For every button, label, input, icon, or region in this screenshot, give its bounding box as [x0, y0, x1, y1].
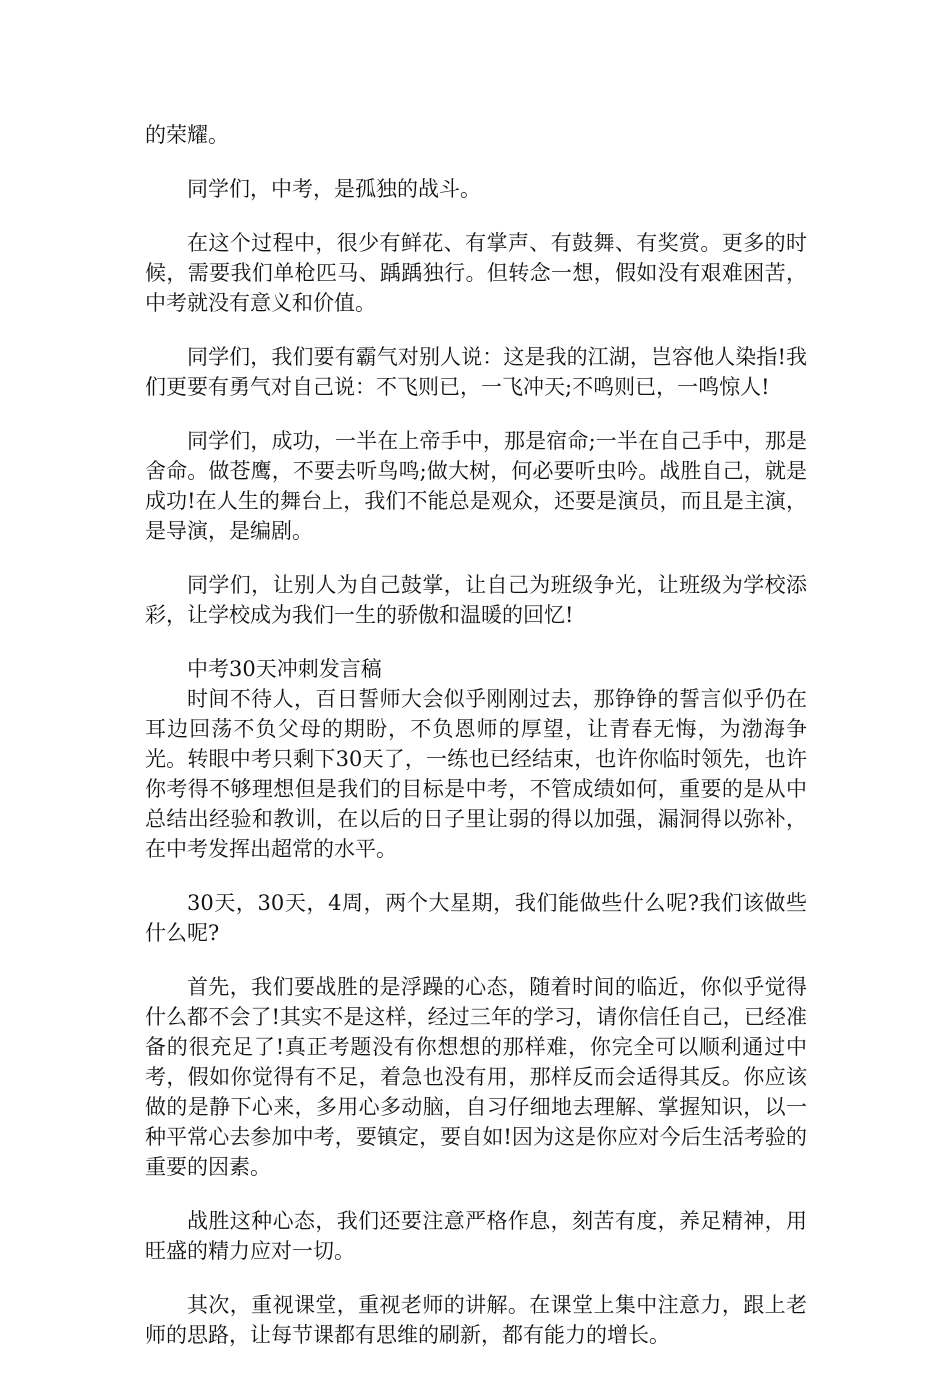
paragraph-process: 在这个过程中，很少有鲜花、有掌声、有鼓舞、有奖赏。更多的时候，需要我们单枪匹马、踽踽独行。但转念一想，假如没有艰难困苦，中考就没有意义和价值。	[145, 231, 807, 315]
paragraph-second: 其次，重视课堂，重视老师的讲解。在课堂上集中注意力，跟上老师的思路，让每节课都有思维的刷新，都有能力的增长。	[145, 1293, 807, 1347]
section-heading: 中考30天冲刺发言稿	[187, 657, 382, 681]
paragraph-continuation: 的荣耀。	[145, 123, 229, 147]
paragraph-thirty-days: 30天，30天，4周，两个大星期，我们能做些什么呢?我们该做些什么呢?	[145, 891, 807, 945]
paragraph-lonely-battle: 同学们，中考，是孤独的战斗。	[187, 177, 481, 201]
paragraph-routine: 战胜这种心态，我们还要注意严格作息，刻苦有度，养足精神，用旺盛的精力应对一切。	[145, 1209, 807, 1263]
paragraph-success: 同学们，成功，一半在上帝手中，那是宿命;一半在自己手中，那是舍命。做苍鹰，不要去听鸟鸣;做大树，何必要听虫吟。战胜自己，就是成功!在人生的舞台上，我们不能总是观众，还要是演员，而且是主演，是导演，是编剧。	[145, 429, 807, 543]
paragraph-courage: 同学们，我们要有霸气对别人说：这是我的江湖，岂容他人染指!我们更要有勇气对自己说：不飞则已，一飞冲天;不鸣则已，一鸣惊人!	[145, 345, 807, 399]
paragraph-time: 时间不待人，百日誓师大会似乎刚刚过去，那铮铮的誓言似乎仍在耳边回荡不负父母的期盼，不负恩师的厚望，让青春无悔，为渤海争光。转眼中考只剩下30天了，一练也已经结束，也许你临时领先，也许你考得不够理想但是我们的目标是中考，不管成绩如何，重要的是从中总结出经验和教训，在以后的日子里让弱的得以加强，漏洞得以弥补，在中考发挥出超常的水平。	[145, 687, 807, 861]
paragraph-first: 首先，我们要战胜的是浮躁的心态，随着时间的临近，你似乎觉得什么都不会了!其实不是这样，经过三年的学习，请你信任自己，已经准备的很充足了!真正考题没有你想想的那样难，你完全可以顺利通过中考，假如你觉得有不足，着急也没有用，那样反而会适得其反。你应该做的是静下心来，多用心多动脑，自习仔细地去理解、掌握知识，以一种平常心去参加中考，要镇定，要自如!因为这是你应对今后生活考验的重要的因素。	[145, 975, 807, 1179]
document-body	[145, 120, 807, 1374]
paragraph-honor: 同学们，让别人为自己鼓掌，让自己为班级争光，让班级为学校添彩，让学校成为我们一生的骄傲和温暖的回忆!	[145, 573, 807, 627]
